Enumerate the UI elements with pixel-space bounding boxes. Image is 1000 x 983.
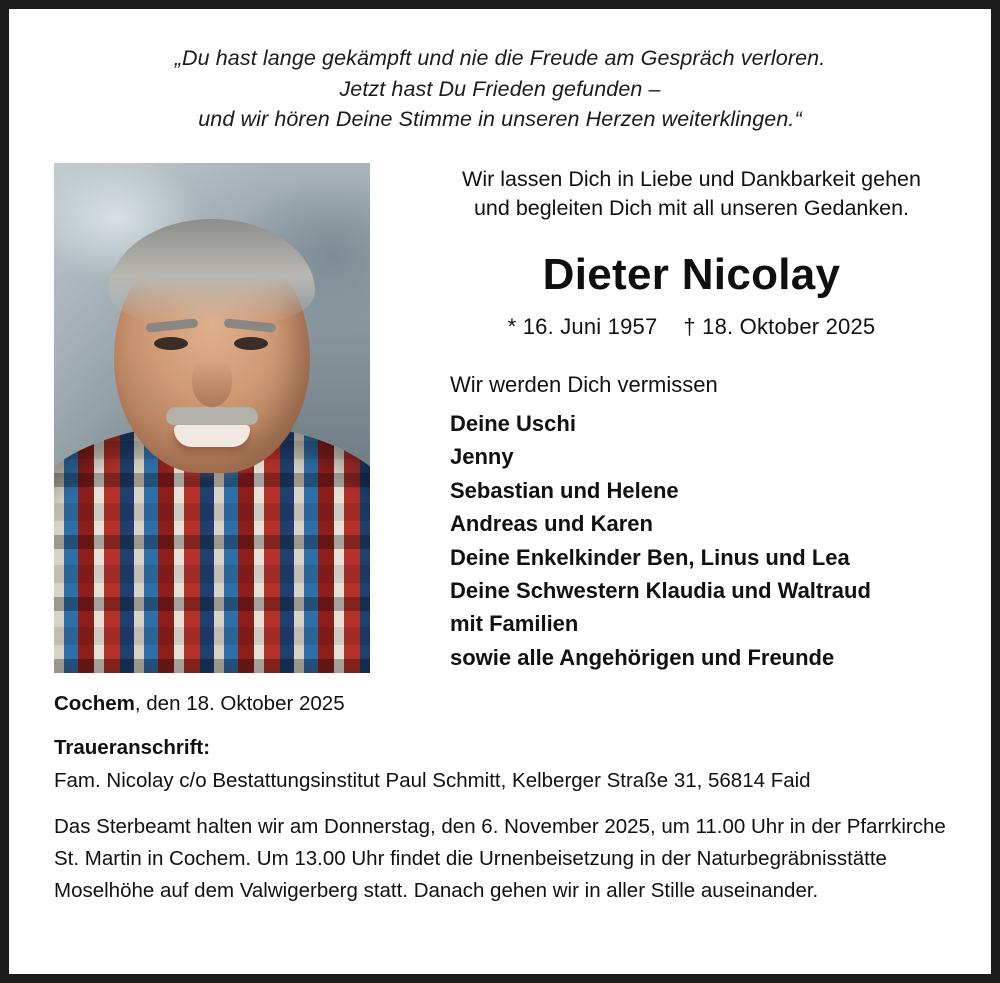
place-date: , den 18. Oktober 2025 — [134, 692, 345, 716]
mourner-line: Jenny — [450, 444, 514, 470]
mourners-list — [432, 372, 951, 675]
quote-line-1: „Du hast lange gekämpft und nie die Freude am Gespräch verloren. — [174, 46, 826, 70]
mourner-line: mit Familien — [450, 611, 579, 637]
life-dates — [432, 314, 951, 340]
memorial-quote — [67, 43, 933, 135]
chin — [157, 449, 267, 485]
intro-line-2: und begleiten Dich mit all unseren Gedanken. — [473, 196, 910, 221]
eye-left — [154, 337, 188, 350]
nose — [192, 359, 232, 407]
mourner-line: Deine Uschi — [450, 410, 576, 436]
condolence-address: Fam. Nicolay c/o Bestattungsinstitut Paul Schmitt, Kelberger Straße 31, 56814 Faid — [54, 769, 811, 793]
service-details: Das Sterbeamt halten wir am Donnerstag, den 6. November 2025, um 11.00 Uhr in der Pfarrkirche St. Martin in Cochem. Um 13.00 Uhr findet die Urnenbeisetzung in der Naturbegräbnisstätte Moselhöhe auf dem Valwigerberg statt. Danach gehen wir in aller Stille auseinander. — [54, 815, 946, 902]
intro-text — [432, 165, 951, 224]
mourner-line: Sebastian und Helene — [450, 477, 679, 503]
condolence-address-title: Traueranschrift: — [54, 736, 211, 760]
mourner-line: Andreas und Karen — [450, 511, 653, 537]
place-name: Cochem — [54, 692, 135, 716]
eye-right — [234, 337, 268, 350]
death-date: † 18. Oktober 2025 — [683, 313, 876, 339]
main-content — [49, 163, 951, 675]
footer-block — [49, 692, 951, 906]
quote-line-2: Jetzt hast Du Frieden gefunden – — [339, 76, 661, 101]
deceased-name: Dieter Nicolay — [542, 249, 841, 299]
intro-line-1: Wir lassen Dich in Liebe und Dankbarkeit gehen — [462, 166, 921, 191]
mourners-lead: Wir werden Dich vermissen — [450, 371, 718, 397]
place-and-date — [54, 692, 951, 716]
birth-date: * 16. Juni 1957 — [507, 313, 658, 339]
text-column — [374, 163, 951, 675]
mourner-line: sowie alle Angehörigen und Freunde — [450, 644, 835, 670]
photo-column — [49, 163, 374, 673]
mustache — [166, 407, 258, 425]
portrait-photo — [54, 163, 370, 673]
quote-line-3: und wir hören Deine Stimme in unseren Herzen weiterklingen.“ — [198, 107, 802, 132]
mourner-line: Deine Enkelkinder Ben, Linus und Lea — [450, 544, 850, 570]
mouth — [174, 425, 250, 447]
mourner-line: Deine Schwestern Klaudia und Waltraud — [450, 578, 871, 604]
